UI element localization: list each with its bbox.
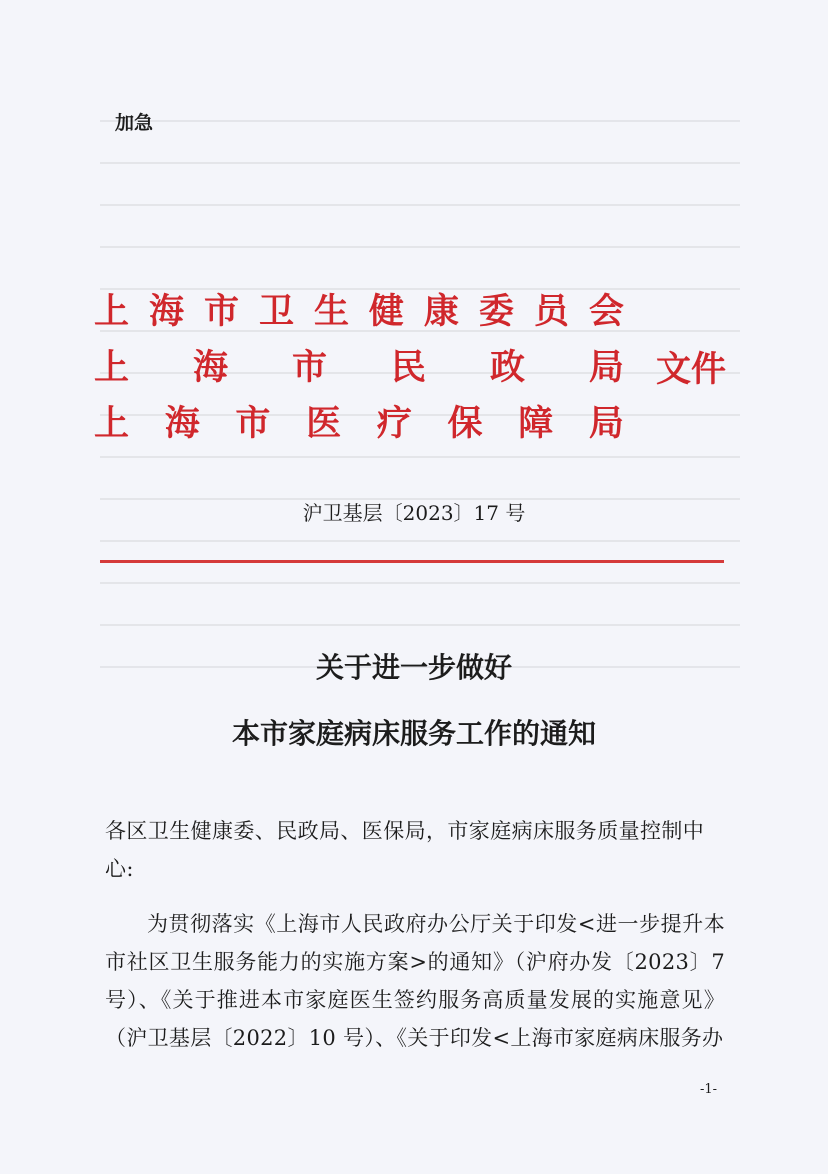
addressee: 各区卫生健康委、民政局、医保局，市家庭病床服务质量控制中心: — [105, 819, 705, 881]
issuer-line-health-commission: 上 海 市 卫 生 健 康 委 员 会 — [94, 291, 624, 332]
file-word: 文件 — [656, 349, 727, 390]
issuer-line-medical-security: 上 海 市 医 疗 保 障 局 — [94, 403, 624, 444]
red-divider-line — [100, 560, 724, 563]
title-line-1: 关于进一步做好 — [315, 651, 512, 684]
title-line-2: 本市家庭病床服务工作的通知 — [231, 717, 596, 750]
issuer-line-civil-affairs: 上 海 市 民 政 局 — [94, 347, 624, 388]
document-number: 沪卫基层〔2023〕17 号 — [302, 501, 526, 525]
body-paragraph: 为贯彻落实《上海市人民政府办公厅关于印发<进一步提升本市社区卫生服务能力的实施方案>的通知》（沪府办发〔2023〕7 号）、《关于推进本市家庭医生签约服务高质量发展的实施意见》（沪卫基层〔2022〕10 号）、《关于印发<上海市家庭病床服务办 — [105, 912, 725, 1050]
page-number: -1- — [700, 1082, 718, 1097]
urgency-label: 加急 — [115, 112, 154, 134]
